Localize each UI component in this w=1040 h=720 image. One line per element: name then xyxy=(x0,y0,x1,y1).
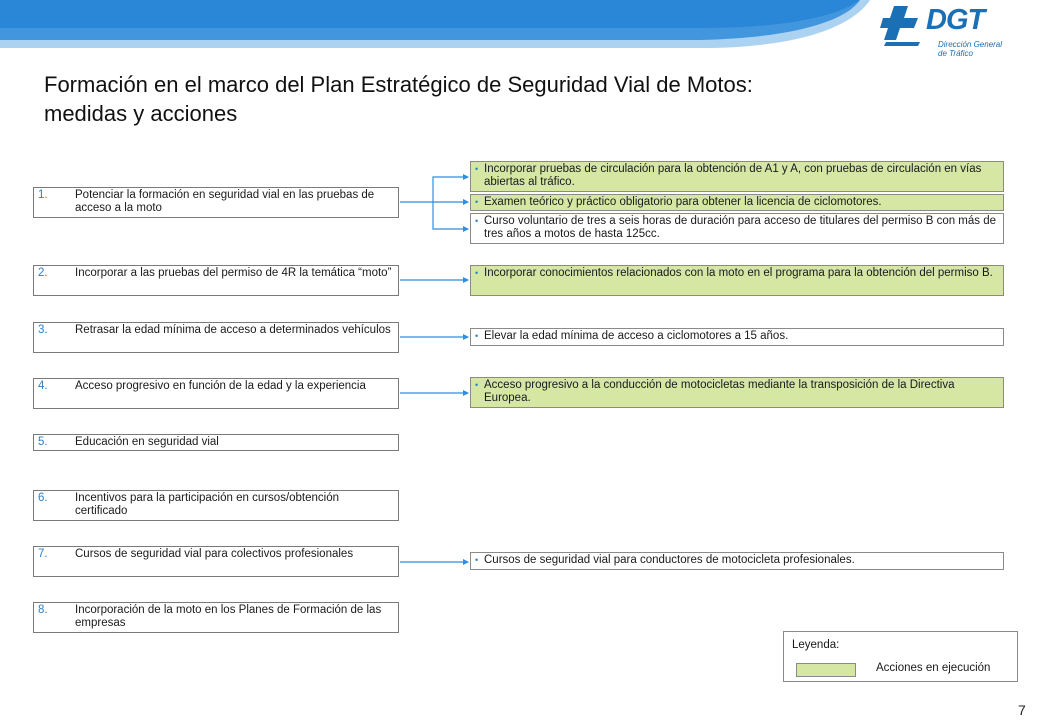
title-line-2: medidas y acciones xyxy=(44,101,238,126)
action-text: Examen teórico y práctico obligatorio para obtener la licencia de ciclomotores. xyxy=(484,196,882,208)
legend-title: Leyenda: xyxy=(792,639,840,651)
measure-8 xyxy=(33,602,399,633)
action-text: Acceso progresivo a la conducción de motocicletas mediante la transposición de la Directiva Europea. xyxy=(484,379,955,404)
bullet-icon: • xyxy=(475,216,479,226)
measure-number: 5. xyxy=(38,436,48,448)
page-number: 7 xyxy=(1018,702,1026,718)
logo-subtitle xyxy=(938,40,1002,58)
measure-text: Potenciar la formación en seguridad vial en las pruebas de acceso a la moto xyxy=(75,189,375,214)
measure-text: Acceso progresivo en función de la edad y la experiencia xyxy=(75,380,366,392)
measure-number: 7. xyxy=(38,548,48,560)
dgt-cross-icon xyxy=(880,6,926,46)
measure-4 xyxy=(33,378,399,409)
measure-number: 3. xyxy=(38,324,48,336)
measure-text: Incorporación de la moto en los Planes de Formación de las empresas xyxy=(75,604,382,629)
measure-number: 2. xyxy=(38,267,48,279)
action-6 xyxy=(470,377,1004,408)
action-text: Incorporar pruebas de circulación para la obtención de A1 y A, con pruebas de circulación en vías abiertas al tráfico. xyxy=(484,163,982,188)
action-text: Incorporar conocimientos relacionados con la moto en el programa para la obtención del permiso B. xyxy=(484,267,993,279)
bullet-icon: • xyxy=(475,331,479,341)
measure-number: 8. xyxy=(38,604,48,616)
action-5 xyxy=(470,328,1004,346)
measure-1 xyxy=(33,187,399,218)
measure-6 xyxy=(33,490,399,521)
measure-number: 4. xyxy=(38,380,48,392)
action-1 xyxy=(470,161,1004,192)
page-title xyxy=(44,70,944,128)
measure-text: Educación en seguridad vial xyxy=(75,436,219,448)
logo-text: DGT xyxy=(926,4,985,36)
measure-3 xyxy=(33,322,399,353)
bullet-icon: • xyxy=(475,197,479,207)
action-text: Elevar la edad mínima de acceso a ciclomotores a 15 años. xyxy=(484,330,789,342)
dgt-logo xyxy=(880,4,1030,64)
logo-sub-line2: de Tráfico xyxy=(938,49,973,58)
logo-sub-line1: Dirección General xyxy=(938,40,1003,49)
measure-text: Retrasar la edad mínima de acceso a determinados vehículos xyxy=(75,324,391,336)
measure-number: 6. xyxy=(38,492,48,504)
connector-1 xyxy=(400,177,468,202)
legend xyxy=(783,631,1018,682)
action-4 xyxy=(470,265,1004,296)
bullet-icon: • xyxy=(475,268,479,278)
action-7 xyxy=(470,552,1004,570)
measure-7 xyxy=(33,546,399,577)
action-2 xyxy=(470,194,1004,211)
measure-text: Incorporar a las pruebas del permiso de 4R la temática “moto” xyxy=(75,267,392,279)
measure-2 xyxy=(33,265,399,296)
legend-swatch xyxy=(796,663,856,677)
action-text: Curso voluntario de tres a seis horas de duración para acceso de titulares del permiso B con más de tres años a motos de hasta 125cc. xyxy=(484,215,997,240)
action-3 xyxy=(470,213,1004,244)
title-line-1: Formación en el marco del Plan Estratégico de Seguridad Vial de Motos: xyxy=(44,72,753,97)
measure-text: Cursos de seguridad vial para colectivos profesionales xyxy=(75,548,354,560)
action-text: Cursos de seguridad vial para conductores de motocicleta profesionales. xyxy=(484,554,855,566)
bullet-icon: • xyxy=(475,380,479,390)
measure-text: Incentivos para la participación en cursos/obtención certificado xyxy=(75,492,340,517)
measure-number: 1. xyxy=(38,189,48,201)
connector-1c xyxy=(433,202,468,229)
legend-label: Acciones en ejecución xyxy=(876,662,991,674)
bullet-icon: • xyxy=(475,164,479,174)
measure-5 xyxy=(33,434,399,451)
bullet-icon: • xyxy=(475,555,479,565)
